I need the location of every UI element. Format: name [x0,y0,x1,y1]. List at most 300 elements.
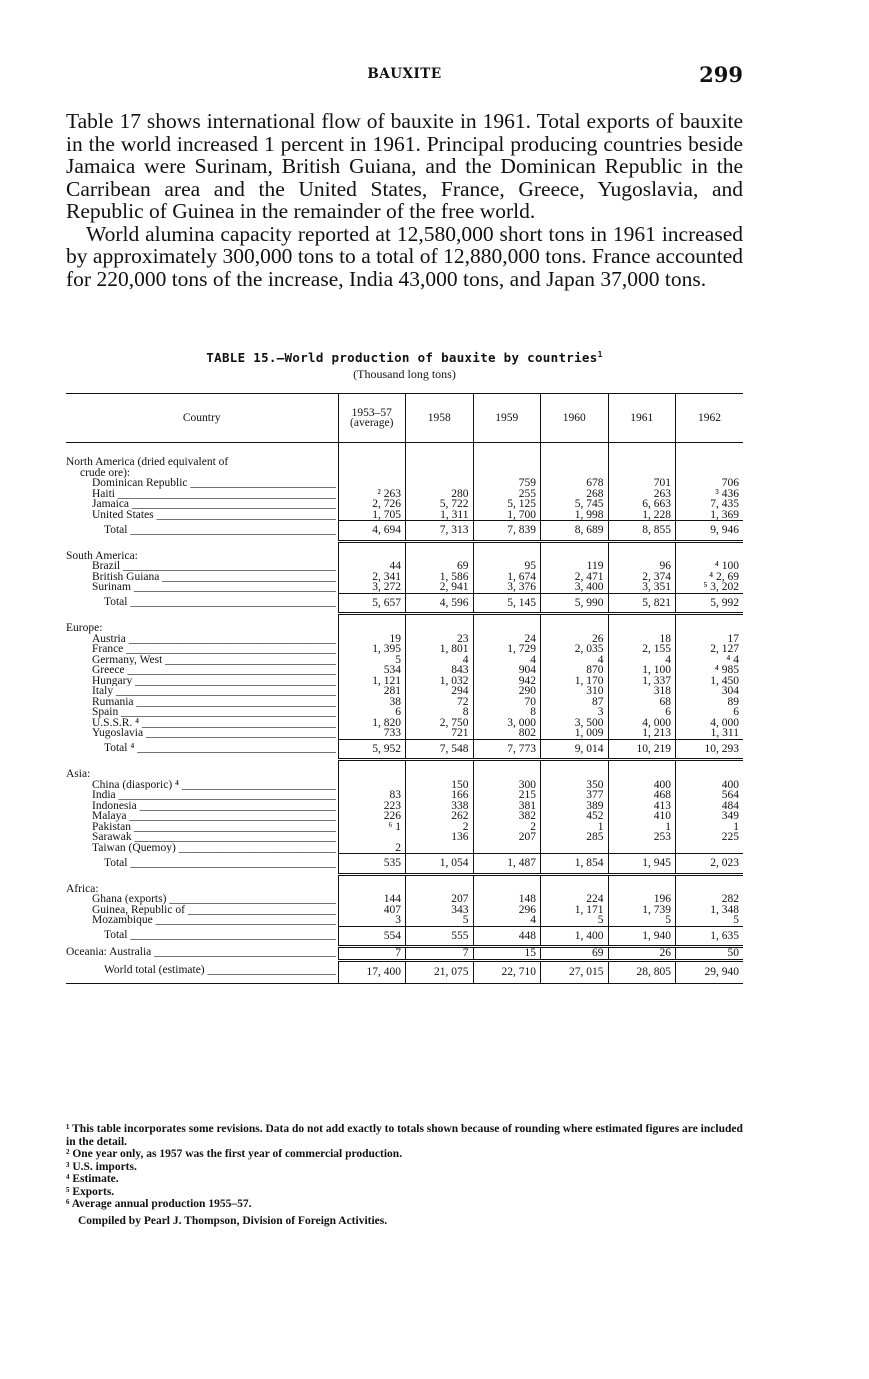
row-label: Africa: [66,883,99,894]
table-cell [541,884,609,895]
table-cell: 706 [676,478,744,489]
table-cell: 7 [338,947,406,961]
table-cell: 413 [608,801,676,812]
table-cell: 8 [406,707,474,718]
table-cell: 318 [608,686,676,697]
table-cell: 1, 032 [406,676,474,687]
table-cell: 22, 710 [473,960,541,984]
table-row [66,801,743,812]
row-label: South America: [66,550,138,561]
table-cell: 721 [406,728,474,739]
row-label: Taiwan (Quemoy) _____ [66,843,338,854]
table-cell: 1, 311 [676,728,744,739]
table-cell: 95 [473,561,541,572]
table-cell [541,541,609,551]
row-label: Hungary _____ [66,676,338,687]
table-cell: 1, 054 [406,854,474,875]
footnote-mark: ¹ [66,1123,70,1135]
table-cell [406,478,474,489]
table-row [66,780,743,791]
section-gap [66,760,743,770]
column-header-1962: 1962 [676,394,744,443]
table-cell: 68 [608,697,676,708]
table-cell: 733 [338,728,406,739]
row-label: Oceania: Australia _____ [66,947,338,961]
total-row [66,854,743,875]
row-label: Brazil _____ [66,561,338,572]
row-label: Jamaica _____ [66,499,338,510]
table-cell [608,843,676,854]
row-label: Rumania _____ [66,697,338,708]
table-cell [676,614,744,624]
table-cell [473,468,541,479]
table-cell: 4 [541,655,609,666]
table-cell [608,769,676,780]
table-body [66,443,743,984]
table-cell [338,614,406,624]
row-label: Indonesia _____ [66,801,338,812]
running-title: BAUXITE [367,66,442,82]
row-label: Guinea, Republic of _____ [66,905,338,916]
total-row [66,593,743,614]
table-cell: 2, 035 [541,644,609,655]
table-cell: 224 [541,894,609,905]
table-cell [338,457,406,468]
table-cell: 1, 228 [608,510,676,521]
table-cell: 564 [676,790,744,801]
table-cell [406,843,474,854]
table-cell: 942 [473,676,541,687]
table-cell: 701 [608,478,676,489]
table-cell [338,468,406,479]
column-header-1961: 1961 [608,394,676,443]
table-row [66,822,743,833]
table-row [66,718,743,729]
table-cell: 1, 945 [608,854,676,875]
table-cell: 343 [406,905,474,916]
table-cell: 6 [338,707,406,718]
table-cell: 280 [406,489,474,500]
table-cell: 296 [473,905,541,916]
column-header-1960: 1960 [541,394,609,443]
table-cell: 377 [541,790,609,801]
table-cell: 8 [473,707,541,718]
table-cell [338,780,406,791]
table-cell: 1, 586 [406,572,474,583]
table-cell: 268 [541,489,609,500]
body-text [66,110,743,290]
section-heading [66,551,743,562]
table-cell: 2, 023 [676,854,744,875]
table-cell: 1, 674 [473,572,541,583]
row-label: North America (dried equivalent of [66,457,229,468]
row-label: Surinam _____ [66,582,338,593]
row-label: Sarawak _____ [66,832,338,843]
section-heading [66,457,743,468]
table-cell: 7, 435 [676,499,744,510]
table-cell [676,760,744,770]
section-heading [66,884,743,895]
table-cell: 1, 635 [676,926,744,947]
total-row [66,739,743,760]
table-cell: 207 [406,894,474,905]
table-cell: 2, 471 [541,572,609,583]
table-cell: 5, 990 [541,593,609,614]
row-label: Austria _____ [66,634,338,645]
total-row [66,521,743,542]
compiled-by-credit: Compiled by Pearl J. Thompson, Division of Foreign Activities. [78,1214,388,1227]
row-label: Total _____ [66,593,338,614]
table-cell: 262 [406,811,474,822]
row-label: Greece _____ [66,665,338,676]
row-label: Haiti _____ [66,489,338,500]
section-gap [66,614,743,624]
table-cell: 4 [473,655,541,666]
table-cell: 1, 705 [338,510,406,521]
world-total-row [66,960,743,984]
table-cell: 1, 854 [541,854,609,875]
table-cell: 69 [406,561,474,572]
table-cell: ⁴ 4 [676,655,744,666]
table-cell: 535 [338,854,406,875]
row-label: Mozambique _____ [66,915,338,926]
table-cell: 5, 745 [541,499,609,510]
table-cell: 28, 805 [608,960,676,984]
table-cell: 26 [608,947,676,961]
footnote-mark: ⁵ [66,1185,70,1198]
table-cell: 10, 293 [676,739,744,760]
table-cell [406,769,474,780]
row-label: British Guiana _____ [66,572,338,583]
section-heading [66,468,743,479]
table-cell: 7, 313 [406,521,474,542]
table-cell [541,874,609,884]
table-cell: 400 [608,780,676,791]
row-label: Germany, West _____ [66,655,338,666]
table-cell: 843 [406,665,474,676]
table-cell [473,623,541,634]
table-cell: 7, 548 [406,739,474,760]
row-label: Dominican Republic _____ [66,478,338,489]
table-cell: 484 [676,801,744,812]
section-gap [66,541,743,551]
table-cell [338,874,406,884]
table-cell: 8, 689 [541,521,609,542]
table-cell: 3, 351 [608,582,676,593]
footnote [66,1198,743,1211]
table-row [66,707,743,718]
table-cell: 448 [473,926,541,947]
table-cell: 2, 155 [608,644,676,655]
table-cell: 87 [541,697,609,708]
table-cell: 5, 722 [406,499,474,510]
table-cell: 10, 219 [608,739,676,760]
table-title-footnote-mark: 1 [597,349,603,359]
row-label: Europe: [66,623,103,634]
table-cell [676,769,744,780]
table-cell: 534 [338,665,406,676]
footnote-mark: ² [66,1148,70,1160]
table-cell: 89 [676,697,744,708]
table-cell: 290 [473,686,541,697]
table-cell [406,884,474,895]
table-cell: 7 [406,947,474,961]
table-cell: 38 [338,697,406,708]
table-cell: ⁶ 1 [338,822,406,833]
footnote-mark: ⁴ [66,1173,70,1185]
table-cell: 5 [406,915,474,926]
table-cell: 5 [541,915,609,926]
table-cell [541,769,609,780]
table-cell: 196 [608,894,676,905]
table-cell: 69 [541,947,609,961]
table-cell [541,614,609,624]
table-cell: 24 [473,634,541,645]
table-row [66,489,743,500]
table-cell: 555 [406,926,474,947]
table-cell: 802 [473,728,541,739]
row-label: crude ore): [80,467,131,478]
table-row [66,843,743,854]
table-cell: 1, 171 [541,905,609,916]
table-cell: 4, 694 [338,521,406,542]
table-cell [406,541,474,551]
table-cell [541,551,609,562]
table-cell: 96 [608,561,676,572]
table-cell: 255 [473,489,541,500]
table-cell: 136 [406,832,474,843]
table-cell: 1 [676,822,744,833]
table-row [66,655,743,666]
table-cell: 29, 940 [676,960,744,984]
table-cell [473,769,541,780]
footnotes [66,1123,743,1227]
table-row [66,894,743,905]
table-cell: 281 [338,686,406,697]
table-cell: ⁵ 3, 202 [676,582,744,593]
table-cell: 294 [406,686,474,697]
row-label: Ghana (exports) _____ [66,894,338,905]
table-cell [608,468,676,479]
table-cell: 3, 376 [473,582,541,593]
table-cell: 304 [676,686,744,697]
footnote-text: One year only, as 1957 was the first year of commercial production. [72,1148,403,1160]
column-header-country: Country [66,394,338,443]
table-cell: 350 [541,780,609,791]
footnote-mark: ³ [66,1160,70,1173]
column-header-1953-57: 1953–57 (average) [338,394,406,443]
table-cell: 1, 348 [676,905,744,916]
table-cell: 207 [473,832,541,843]
table-cell: 4, 000 [608,718,676,729]
table-cell: 9, 946 [676,521,744,542]
table-cell: 2, 750 [406,718,474,729]
table-row [66,686,743,697]
table-cell: 1 [608,822,676,833]
row-label: Pakistan _____ [66,822,338,833]
table-cell [541,623,609,634]
footnote [66,1123,743,1148]
table-cell: 225 [676,832,744,843]
table-row [66,915,743,926]
column-header-1958: 1958 [406,394,474,443]
table-cell: 5, 145 [473,593,541,614]
table-cell [676,623,744,634]
table-cell: 26 [541,634,609,645]
table-cell [608,623,676,634]
footnote [66,1173,743,1186]
table-cell: 223 [338,801,406,812]
footnote-mark: ⁶ [66,1198,70,1210]
table-cell: 3, 400 [541,582,609,593]
table-cell: 3 [541,707,609,718]
paragraph-2: World alumina capacity reported at 12,580,000 short tons in 1961 increased by approximately 300,000 tons to a total of 12,880,000 tons. France accounted for 220,000 tons of the increase, India 43,000 tons, and Japan 37,000 tons. [66,221,743,291]
table-cell: 468 [608,790,676,801]
table-cell: 15 [473,947,541,961]
table-cell: 870 [541,665,609,676]
table-cell: 5 [608,915,676,926]
table-cell: 70 [473,697,541,708]
table-cell: 1, 009 [541,728,609,739]
table-cell: 1, 400 [541,926,609,947]
table-cell: 4 [406,655,474,666]
table-cell: 23 [406,634,474,645]
table-cell: 226 [338,811,406,822]
table-cell [406,457,474,468]
row-label: Total _____ [66,521,338,542]
table-row [66,832,743,843]
table-cell: 5, 125 [473,499,541,510]
table-cell: 2, 941 [406,582,474,593]
table-row [66,582,743,593]
table-row [66,905,743,916]
table-cell: 148 [473,894,541,905]
table-cell: 904 [473,665,541,676]
table-cell [338,551,406,562]
row-label: Malaya _____ [66,811,338,822]
table-cell: 18 [608,634,676,645]
row-label: Spain _____ [66,707,338,718]
row-label: Italy _____ [66,686,338,697]
table-cell: 1, 801 [406,644,474,655]
table-cell: 4 [608,655,676,666]
paragraph-1: Table 17 shows international flow of bauxite in 1961. Total exports of bauxite in the world increased 1 percent in 1961. Principal producing countries beside Jamaica were Surinam, British Guiana, and the Dominican Republic in the Carribean area and the United States, France, Greece, Yugoslavia, and Republic of Guinea in the remainder of the free world. [66,109,743,223]
table-cell: 5 [338,655,406,666]
row-label: China (diasporic) ⁴ _____ [66,780,338,791]
table-row [66,676,743,687]
table-cell: 1, 100 [608,665,676,676]
table-cell: 19 [338,634,406,645]
table-cell: 2 [473,822,541,833]
table-cell [338,541,406,551]
table-cell: 4, 000 [676,718,744,729]
table-cell: 1, 369 [676,510,744,521]
table-cell [406,623,474,634]
table-cell: 119 [541,561,609,572]
table-subtitle: (Thousand long tons) [353,367,456,381]
table-title: TABLE 15.—World production of bauxite by countries$^1$ [206,349,603,365]
table-cell [608,884,676,895]
table-cell: 1, 940 [608,926,676,947]
table-cell: 50 [676,947,744,961]
footnote-text: Exports. [72,1185,115,1198]
table-row [66,665,743,676]
row-label: U.S.S.R. ⁴ _____ [66,718,338,729]
table-cell: 2, 127 [676,644,744,655]
row-label: India _____ [66,790,338,801]
table-cell: ² 263 [338,489,406,500]
table-cell: 9, 014 [541,739,609,760]
table-cell: 2, 374 [608,572,676,583]
table-cell: 5 [676,915,744,926]
table-cell: 4, 596 [406,593,474,614]
table-cell: 1, 729 [473,644,541,655]
table-cell [406,760,474,770]
table-cell: 452 [541,811,609,822]
section-heading [66,623,743,634]
table-cell: 7, 773 [473,739,541,760]
running-head [66,62,743,92]
table-row [66,697,743,708]
row-label: Yugoslavia _____ [66,728,338,739]
table-row [66,811,743,822]
table-cell [473,614,541,624]
table-cell: 263 [608,489,676,500]
table-cell [473,760,541,770]
table-cell: ⁴ 2, 69 [676,572,744,583]
table-cell: 1, 213 [608,728,676,739]
table-row [66,561,743,572]
table-cell [608,614,676,624]
table-header-row [66,394,743,443]
table-cell [338,760,406,770]
table-cell: 1, 998 [541,510,609,521]
table-cell [541,468,609,479]
table-cell [338,623,406,634]
production-table [66,393,743,984]
table-cell: ³ 436 [676,489,744,500]
column-header-1959: 1959 [473,394,541,443]
table-cell: 5, 821 [608,593,676,614]
table-row [66,572,743,583]
table-cell: ⁴ 985 [676,665,744,676]
table-cell: 27, 015 [541,960,609,984]
table-row [66,510,743,521]
table-cell: 1, 121 [338,676,406,687]
footnote-text: This table incorporates some revisions. Data do not add exactly to totals shown because of rounding where estimated figures are included in the detail. [66,1123,743,1148]
table-cell: 2 [338,843,406,854]
table-cell: 338 [406,801,474,812]
table-cell [406,468,474,479]
table-row [66,634,743,645]
table-cell [338,832,406,843]
table-cell: 1, 700 [473,510,541,521]
table-cell [406,614,474,624]
table-cell: 6 [676,707,744,718]
table-cell [676,457,744,468]
table-cell: 400 [676,780,744,791]
table-cell [473,884,541,895]
table-cell: 382 [473,811,541,822]
table-cell [406,874,474,884]
table-cell: 759 [473,478,541,489]
table-cell: 17 [676,634,744,645]
table-row [66,478,743,489]
table-cell: 3, 000 [473,718,541,729]
table-cell: 8, 855 [608,521,676,542]
table-cell: 554 [338,926,406,947]
table-cell: 7, 839 [473,521,541,542]
